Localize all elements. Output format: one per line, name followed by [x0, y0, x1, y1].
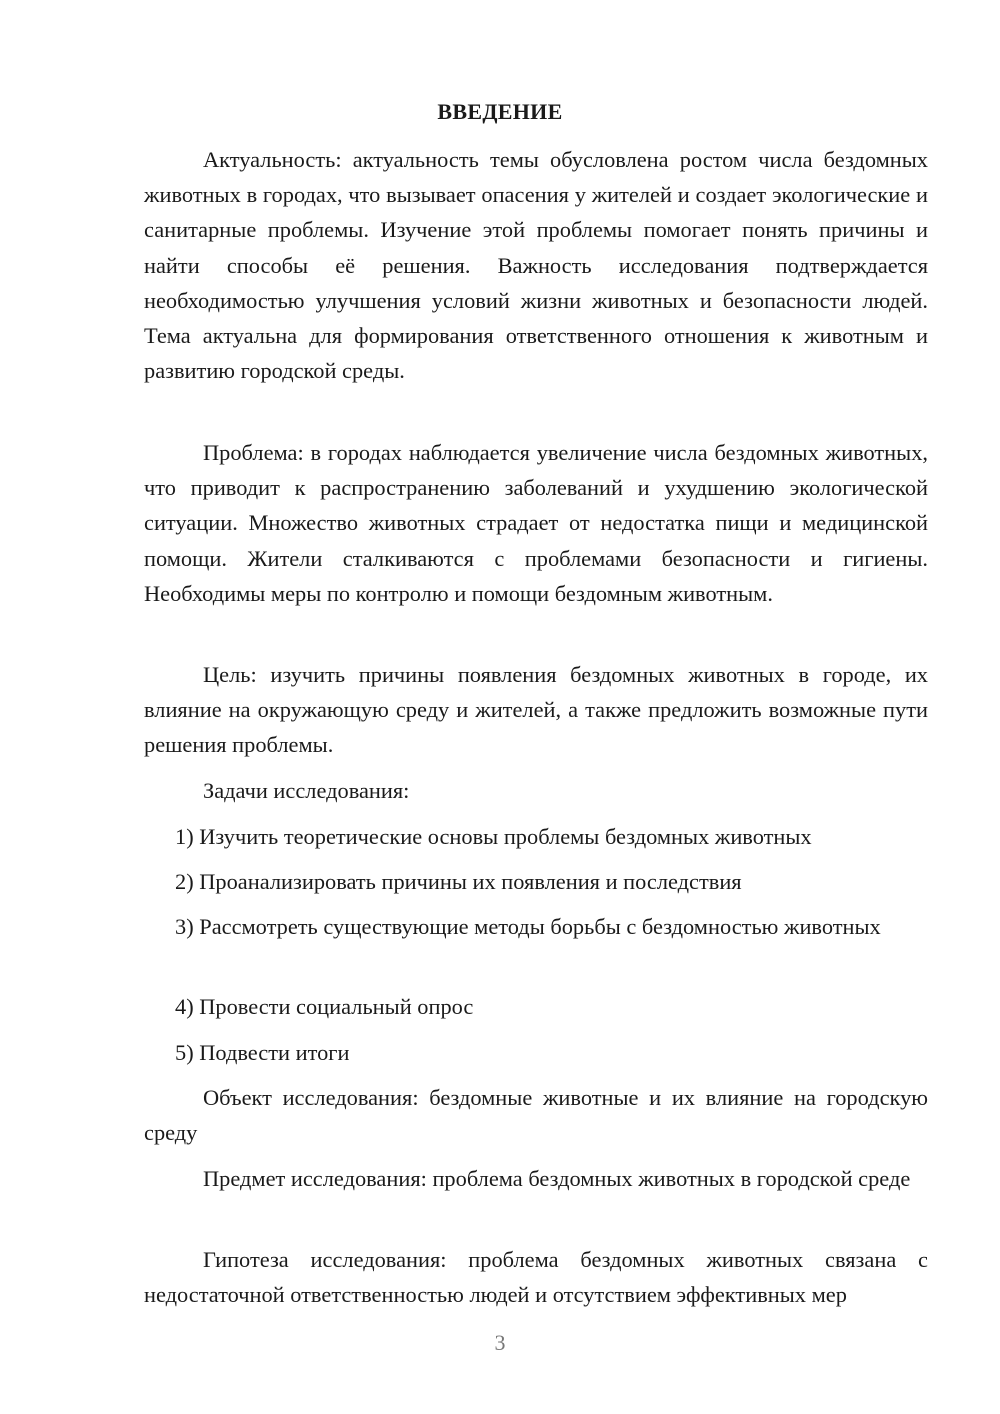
object-paragraph: Объект исследования: бездомные животные и их влияние на городскую среду	[144, 1085, 928, 1146]
task-item-1: 1) Изучить теоретические основы проблемы бездомных животных	[175, 824, 812, 849]
page-number: 3	[494, 1330, 506, 1355]
subject-paragraph: Предмет исследования: проблема бездомных животных в городской среде	[203, 1166, 911, 1191]
task-item-3: 3) Рассмотреть существующие методы борьбы с бездомностью животных	[175, 914, 881, 939]
tasks-heading: Задачи исследования:	[203, 778, 410, 803]
goal-paragraph: Цель: изучить причины появления бездомных животных в городе, их влияние на окружающую среду и жителей, а также предложить возможные пути решения проблемы.	[144, 662, 928, 758]
problem-paragraph: Проблема: в городах наблюдается увеличение числа бездомных животных, что приводит к распространению заболеваний и ухудшению экологической ситуации. Множество животных страдает от недостатка пищи и медицинской помощи. Жители сталкиваются с проблемами безопасности и гигиены. Необходимы меры по контролю и помощи бездомным животным.	[144, 440, 928, 606]
task-item-2: 2) Проанализировать причины их появления и последствия	[175, 869, 742, 894]
task-item-4: 4) Провести социальный опрос	[175, 994, 474, 1019]
task-item-5: 5) Подвести итоги	[175, 1040, 350, 1065]
hypothesis-paragraph: Гипотеза исследования: проблема бездомных животных связана с недостаточной ответственностью людей и отсутствием эффективных мер	[144, 1247, 928, 1308]
relevance-paragraph: Актуальность: актуальность темы обусловлена ростом числа бездомных животных в городах, что вызывает опасения у жителей и создает экологические и санитарные проблемы. Изучение этой проблемы помогает понять причины и найти способы её решения. Важность исследования подтверждается необходимостью улучшения условий жизни животных и безопасности людей. Тема актуальна для формирования ответственного отношения к животным и развитию городской среды.	[144, 147, 928, 384]
page-title: ВВЕДЕНИЕ	[437, 99, 563, 124]
